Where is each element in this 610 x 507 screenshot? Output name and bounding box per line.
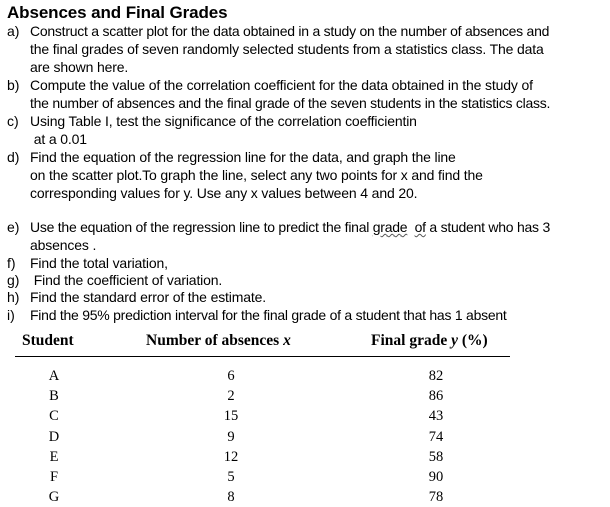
cell-student: C [49, 408, 59, 425]
question-d [7, 148, 607, 202]
question-text-line: Find the standard error of the estimate. [30, 289, 267, 305]
header-text: Number of absences [146, 332, 284, 349]
spellcheck-underlined-word: of [414, 219, 426, 235]
question-text-line: are shown here. [30, 59, 129, 75]
cell-grade: 74 [428, 428, 444, 445]
question-text-line: on the scatter plot.To graph the line, select any two points for x and find the [30, 167, 483, 183]
cell-student: G [48, 489, 60, 506]
question-text-line: absences . [30, 237, 97, 253]
cell-grade: 58 [428, 448, 444, 465]
question-label: h) [7, 289, 20, 305]
cell-student: B [49, 388, 59, 405]
question-text-line: corresponding values for y. Use any x values between 4 and 20. [30, 185, 418, 201]
cell-student: F [49, 469, 59, 485]
spellcheck-underlined-word: grade [372, 219, 408, 235]
question-text-line: Find the equation of the regression line for the data, and graph the line [30, 149, 456, 165]
cell-grade: 82 [428, 368, 444, 384]
question-text-line: the number of absences and the final grade of the seven students in the statistics class. [30, 95, 551, 111]
question-text-line [30, 218, 607, 236]
question-label: d) [7, 149, 20, 165]
cell-grade: 86 [428, 388, 444, 405]
cell-absences: 15 [223, 408, 239, 425]
cell-absences: 9 [227, 428, 235, 445]
question-text-segment: Use the equation of the regression line to predict the final [30, 219, 373, 235]
cell-student: A [48, 368, 60, 384]
header-variable: y [451, 332, 458, 349]
question-e [7, 218, 607, 254]
page-title: Absences and Final Grades [7, 3, 228, 22]
cell-student: E [49, 448, 59, 465]
column-header-absences [146, 332, 291, 350]
question-text-line: at a 0.01 [30, 131, 87, 147]
question-text-segment [407, 219, 414, 235]
cell-absences: 6 [227, 368, 235, 384]
cell-grade: 90 [428, 469, 444, 485]
question-label: g) [7, 272, 20, 288]
question-label: c) [7, 113, 19, 129]
cell-absences: 8 [227, 489, 235, 506]
question-f [7, 254, 607, 272]
question-g [7, 271, 607, 289]
cell-student: D [48, 428, 60, 445]
question-a [7, 22, 607, 76]
cell-absences: 5 [227, 469, 235, 485]
question-label: b) [7, 77, 20, 93]
question-label: f) [7, 255, 16, 271]
column-header-grade [371, 332, 488, 350]
column-header-student: Student [22, 332, 74, 349]
header-text: Final grade [371, 332, 452, 349]
header-variable: x [283, 332, 291, 349]
question-h [7, 288, 607, 306]
question-b [7, 76, 607, 112]
question-text-line: Compute the value of the correlation coefficient for the data obtained in the study of [30, 77, 533, 93]
header-divider [15, 356, 510, 357]
data-table [0, 330, 610, 507]
cell-grade: 78 [428, 489, 444, 506]
question-text-line: Find the 95% prediction interval for the final grade of a student that has 1 absent [30, 307, 507, 323]
cell-grade: 43 [428, 408, 444, 425]
question-c [7, 112, 607, 148]
question-label: a) [7, 23, 20, 39]
question-text-line: the final grades of seven randomly selected students from a statistics class. The data [30, 41, 544, 57]
question-text-segment: a student who has 3 [425, 219, 550, 235]
question-label: e) [7, 219, 20, 235]
question-text-line: Using Table I, test the significance of the correlation coefficientin [30, 113, 417, 129]
question-text-line: Find the total variation, [30, 255, 168, 271]
question-i [7, 306, 607, 324]
question-text-line: Find the coefficient of variation. [30, 272, 223, 288]
question-text-line: Construct a scatter plot for the data obtained in a study on the number of absences and [30, 23, 550, 39]
header-unit: (%) [457, 332, 488, 349]
cell-absences: 12 [223, 448, 239, 465]
cell-absences: 2 [227, 388, 235, 405]
question-label: i) [7, 307, 15, 323]
